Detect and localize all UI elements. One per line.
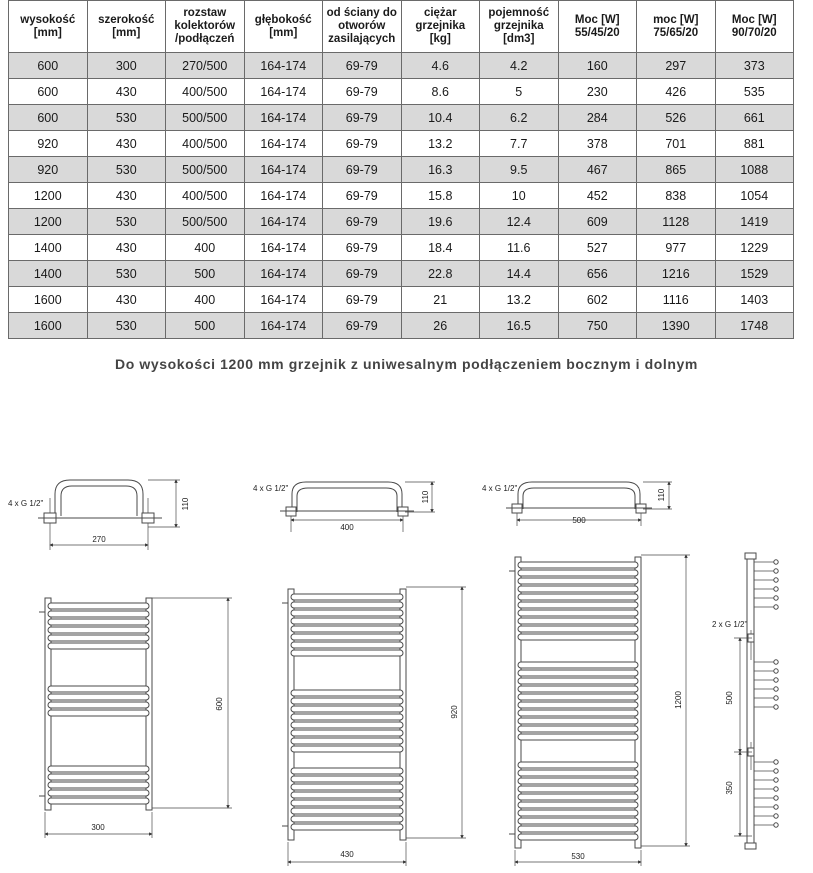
side-bar-end xyxy=(774,696,778,700)
side-bar-end xyxy=(774,760,778,764)
connection-caption: Do wysokości 1200 mm grzejnik z uniwesalnym podłączeniem bocznym i dolnym xyxy=(115,356,698,372)
side-bar-end xyxy=(774,814,778,818)
side-bar-end xyxy=(774,805,778,809)
radiator-bar xyxy=(48,766,149,772)
radiator-bar xyxy=(291,784,403,790)
column-header-line: [mm] xyxy=(112,26,141,39)
table-cell: 1400 xyxy=(9,235,88,261)
table-cell: 467 xyxy=(558,157,637,183)
table-cell: 6.2 xyxy=(480,105,559,131)
radiator-bar xyxy=(291,594,403,600)
table-cell: 160 xyxy=(558,53,637,79)
table-cell: 4.2 xyxy=(480,53,559,79)
table-cell: 1216 xyxy=(637,261,716,287)
radiator-bar xyxy=(48,798,149,804)
table-cell: 14.4 xyxy=(480,261,559,287)
radiator-bar xyxy=(291,626,403,632)
height-label-3: 1200 xyxy=(674,691,683,709)
table-cell: 8.6 xyxy=(401,79,480,105)
radiator-bar xyxy=(518,810,638,816)
table-cell: 5 xyxy=(480,79,559,105)
table-cell: 838 xyxy=(637,183,716,209)
column-header-line: kolektorów xyxy=(174,20,236,32)
radiator-bar xyxy=(518,726,638,732)
radiator-bar xyxy=(518,586,638,592)
radiator-bar xyxy=(291,776,403,782)
table-cell: 69-79 xyxy=(323,79,402,105)
radiator-bar xyxy=(518,734,638,740)
column-header-line: moc [W] xyxy=(653,13,699,26)
column-header-line: 75/65/20 xyxy=(653,26,699,39)
radiator-bar xyxy=(291,808,403,814)
table-cell: 164-174 xyxy=(244,157,323,183)
column-header-line: zasilających xyxy=(328,33,396,45)
table-cell: 452 xyxy=(558,183,637,209)
side-bar-end xyxy=(774,705,778,709)
column-header-line: 90/70/20 xyxy=(731,26,777,39)
column-header-line: /podłączeń xyxy=(175,33,235,45)
column-header-line: Moc [W] xyxy=(731,13,777,26)
side-bar-end xyxy=(774,823,778,827)
table-cell: 164-174 xyxy=(244,261,323,287)
width-label-3: 500 xyxy=(572,516,586,525)
table-cell: 430 xyxy=(87,287,166,313)
table-cell: 16.3 xyxy=(401,157,480,183)
side-bar-end xyxy=(774,578,778,582)
table-cell: 600 xyxy=(9,105,88,131)
table-cell: 426 xyxy=(637,79,716,105)
table-cell: 400/500 xyxy=(166,79,245,105)
table-cell: 1054 xyxy=(715,183,794,209)
table-cell: 430 xyxy=(87,235,166,261)
table-cell: 10 xyxy=(480,183,559,209)
radiator-bar xyxy=(291,650,403,656)
radiator-bar xyxy=(291,690,403,696)
table-cell: 69-79 xyxy=(323,235,402,261)
width-label-2: 400 xyxy=(340,523,354,532)
radiator-bar xyxy=(291,698,403,704)
side-bar-end xyxy=(774,560,778,564)
width-label-front-2: 430 xyxy=(340,850,354,859)
table-cell: 164-174 xyxy=(244,209,323,235)
radiator-bar xyxy=(48,702,149,708)
table-cell: 69-79 xyxy=(323,105,402,131)
connector-label-3: 4 x G 1/2" xyxy=(482,484,518,493)
table-cell: 11.6 xyxy=(480,235,559,261)
table-cell: 430 xyxy=(87,131,166,157)
radiator-bar xyxy=(291,722,403,728)
radiator-bar xyxy=(518,834,638,840)
table-cell: 297 xyxy=(637,53,716,79)
radiator-bar xyxy=(518,770,638,776)
connector-label-1: 4 x G 1/2" xyxy=(8,499,44,508)
connector-label-2: 4 x G 1/2" xyxy=(253,484,289,493)
side-bar-end xyxy=(774,769,778,773)
radiator-bar xyxy=(518,694,638,700)
top-view-530 xyxy=(482,482,672,526)
column-header-line: grzejnika xyxy=(493,20,544,32)
table-cell: 18.4 xyxy=(401,235,480,261)
radiator-bar xyxy=(518,778,638,784)
table-cell: 1419 xyxy=(715,209,794,235)
table-cell: 701 xyxy=(637,131,716,157)
side-bar-end xyxy=(774,687,778,691)
radiator-bar xyxy=(518,610,638,616)
table-cell: 300 xyxy=(87,53,166,79)
radiator-bar xyxy=(518,710,638,716)
side-connector-label: 2 x G 1/2" xyxy=(712,620,748,629)
radiator-bar xyxy=(48,694,149,700)
table-cell: 609 xyxy=(558,209,637,235)
table-cell: 1116 xyxy=(637,287,716,313)
table-cell: 230 xyxy=(558,79,637,105)
table-cell: 1128 xyxy=(637,209,716,235)
column-header-line: od ściany do xyxy=(326,7,397,19)
table-cell: 865 xyxy=(637,157,716,183)
side-bar-end xyxy=(774,596,778,600)
width-label-front-3: 530 xyxy=(571,852,585,861)
table-cell: 602 xyxy=(558,287,637,313)
column-header-line: ciężar xyxy=(423,7,457,19)
radiator-bar xyxy=(518,578,638,584)
side-bar-end xyxy=(774,605,778,609)
radiator-bar xyxy=(48,611,149,617)
top-view-430 xyxy=(253,482,435,532)
radiator-bar xyxy=(518,618,638,624)
front-view-1200 xyxy=(509,555,690,866)
radiator-bar xyxy=(48,686,149,692)
radiator-bar xyxy=(291,746,403,752)
side-bar-end xyxy=(774,796,778,800)
table-cell: 69-79 xyxy=(323,313,402,339)
radiator-bar xyxy=(518,602,638,608)
depth-label-1: 110 xyxy=(181,497,190,511)
table-cell: 270/500 xyxy=(166,53,245,79)
column-header-line: grzejnika xyxy=(415,20,466,32)
radiator-bar xyxy=(518,794,638,800)
table-cell: 600 xyxy=(9,79,88,105)
column-header-line: [mm] xyxy=(269,26,298,39)
table-cell: 164-174 xyxy=(244,105,323,131)
side-bar-end xyxy=(774,660,778,664)
column-header-line: [dm3] xyxy=(503,33,535,45)
table-cell: 881 xyxy=(715,131,794,157)
table-cell: 920 xyxy=(9,157,88,183)
table-cell: 164-174 xyxy=(244,183,323,209)
table-cell: 164-174 xyxy=(244,313,323,339)
side-bar-end xyxy=(774,778,778,782)
table-cell: 69-79 xyxy=(323,287,402,313)
table-cell: 69-79 xyxy=(323,157,402,183)
radiator-bar xyxy=(291,738,403,744)
table-cell: 1200 xyxy=(9,183,88,209)
table-cell: 750 xyxy=(558,313,637,339)
side-bar-end xyxy=(774,787,778,791)
table-cell: 400/500 xyxy=(166,131,245,157)
radiator-bar xyxy=(48,782,149,788)
table-cell: 15.8 xyxy=(401,183,480,209)
table-cell: 69-79 xyxy=(323,53,402,79)
table-cell: 500/500 xyxy=(166,105,245,131)
radiator-bar xyxy=(518,570,638,576)
table-cell: 164-174 xyxy=(244,79,323,105)
width-label-1: 270 xyxy=(92,535,106,544)
radiator-bar xyxy=(291,714,403,720)
table-cell: 535 xyxy=(715,79,794,105)
table-cell: 4.6 xyxy=(401,53,480,79)
table-cell: 1403 xyxy=(715,287,794,313)
table-cell: 530 xyxy=(87,105,166,131)
table-cell: 526 xyxy=(637,105,716,131)
table-cell: 530 xyxy=(87,313,166,339)
table-cell: 13.2 xyxy=(401,131,480,157)
side-dim-lower: 350 xyxy=(725,781,734,795)
table-cell: 430 xyxy=(87,79,166,105)
table-cell: 1600 xyxy=(9,313,88,339)
column-header-line: 55/45/20 xyxy=(574,26,620,39)
depth-label-2: 110 xyxy=(421,490,430,504)
radiator-bar xyxy=(518,826,638,832)
radiator-bar xyxy=(48,619,149,625)
table-cell: 400 xyxy=(166,235,245,261)
radiator-bar xyxy=(518,562,638,568)
height-label-1: 600 xyxy=(215,697,224,711)
table-cell: 164-174 xyxy=(244,131,323,157)
table-cell: 284 xyxy=(558,105,637,131)
table-cell: 1200 xyxy=(9,209,88,235)
table-cell: 1088 xyxy=(715,157,794,183)
column-header-line: [kg] xyxy=(429,33,451,45)
table-cell: 378 xyxy=(558,131,637,157)
table-cell: 21 xyxy=(401,287,480,313)
radiator-bar xyxy=(48,790,149,796)
column-header-line: wysokość xyxy=(20,13,76,26)
table-cell: 164-174 xyxy=(244,287,323,313)
table-cell: 164-174 xyxy=(244,53,323,79)
radiator-bar xyxy=(291,602,403,608)
front-view-920 xyxy=(282,587,466,866)
table-cell: 19.6 xyxy=(401,209,480,235)
table-cell: 12.4 xyxy=(480,209,559,235)
radiator-bar xyxy=(518,802,638,808)
height-label-2: 920 xyxy=(450,705,459,719)
table-cell: 500 xyxy=(166,261,245,287)
column-header-line: głębokość xyxy=(254,13,312,26)
table-cell: 500 xyxy=(166,313,245,339)
table-cell: 500/500 xyxy=(166,157,245,183)
table-cell: 430 xyxy=(87,183,166,209)
radiator-bar xyxy=(518,686,638,692)
side-bar-end xyxy=(774,569,778,573)
table-cell: 69-79 xyxy=(323,131,402,157)
table-cell: 1529 xyxy=(715,261,794,287)
table-cell: 69-79 xyxy=(323,183,402,209)
radiator-bar xyxy=(291,824,403,830)
table-cell: 1390 xyxy=(637,313,716,339)
radiator-bar xyxy=(518,818,638,824)
side-bar-end xyxy=(774,587,778,591)
table-cell: 7.7 xyxy=(480,131,559,157)
table-cell: 530 xyxy=(87,261,166,287)
radiator-bar xyxy=(291,642,403,648)
radiator-bar xyxy=(48,627,149,633)
table-cell: 10.4 xyxy=(401,105,480,131)
table-cell: 1400 xyxy=(9,261,88,287)
radiator-bar xyxy=(518,634,638,640)
radiator-bar xyxy=(291,610,403,616)
table-cell: 1229 xyxy=(715,235,794,261)
side-dim-upper: 500 xyxy=(725,691,734,705)
table-cell: 373 xyxy=(715,53,794,79)
radiator-bar xyxy=(291,730,403,736)
radiator-bar xyxy=(518,662,638,668)
radiator-bar xyxy=(48,603,149,609)
radiator-bar xyxy=(518,702,638,708)
radiator-bar xyxy=(48,643,149,649)
side-view xyxy=(712,553,778,849)
table-cell: 69-79 xyxy=(323,261,402,287)
radiator-bar xyxy=(518,762,638,768)
table-cell: 600 xyxy=(9,53,88,79)
radiator-bar xyxy=(48,635,149,641)
top-view-300 xyxy=(8,480,190,550)
width-label-front-1: 300 xyxy=(91,823,105,832)
radiator-bar xyxy=(518,594,638,600)
table-cell: 1748 xyxy=(715,313,794,339)
table-cell: 530 xyxy=(87,209,166,235)
table-cell: 500/500 xyxy=(166,209,245,235)
column-header-line: rozstaw xyxy=(183,7,227,19)
table-cell: 977 xyxy=(637,235,716,261)
radiator-bar xyxy=(291,618,403,624)
column-header-line: otworów xyxy=(338,20,386,32)
table-cell: 22.8 xyxy=(401,261,480,287)
radiator-bar xyxy=(518,718,638,724)
table-cell: 920 xyxy=(9,131,88,157)
table-cell: 26 xyxy=(401,313,480,339)
side-bar-end xyxy=(774,669,778,673)
radiator-bar xyxy=(48,774,149,780)
table-cell: 16.5 xyxy=(480,313,559,339)
table-cell: 164-174 xyxy=(244,235,323,261)
table-cell: 1600 xyxy=(9,287,88,313)
front-view-600 xyxy=(39,598,232,838)
table-cell: 527 xyxy=(558,235,637,261)
column-header-line: pojemność xyxy=(488,7,550,19)
radiator-bar xyxy=(518,786,638,792)
table-cell: 13.2 xyxy=(480,287,559,313)
column-header-line: szerokość xyxy=(98,13,155,26)
table-cell: 69-79 xyxy=(323,209,402,235)
radiator-bar xyxy=(518,670,638,676)
side-bar-end xyxy=(774,678,778,682)
table-cell: 9.5 xyxy=(480,157,559,183)
radiator-bar xyxy=(291,792,403,798)
table-cell: 656 xyxy=(558,261,637,287)
radiator-bar xyxy=(518,678,638,684)
radiator-bar xyxy=(48,710,149,716)
radiator-bar xyxy=(291,768,403,774)
radiator-bar xyxy=(291,706,403,712)
column-header-line: [mm] xyxy=(33,26,62,39)
radiator-bar xyxy=(291,816,403,822)
depth-label-3: 110 xyxy=(657,488,666,502)
radiator-bar xyxy=(291,634,403,640)
table-cell: 400 xyxy=(166,287,245,313)
table-cell: 661 xyxy=(715,105,794,131)
radiator-bar xyxy=(518,626,638,632)
table-cell: 400/500 xyxy=(166,183,245,209)
table-cell: 530 xyxy=(87,157,166,183)
column-header-line: Moc [W] xyxy=(574,13,620,26)
radiator-bar xyxy=(291,800,403,806)
